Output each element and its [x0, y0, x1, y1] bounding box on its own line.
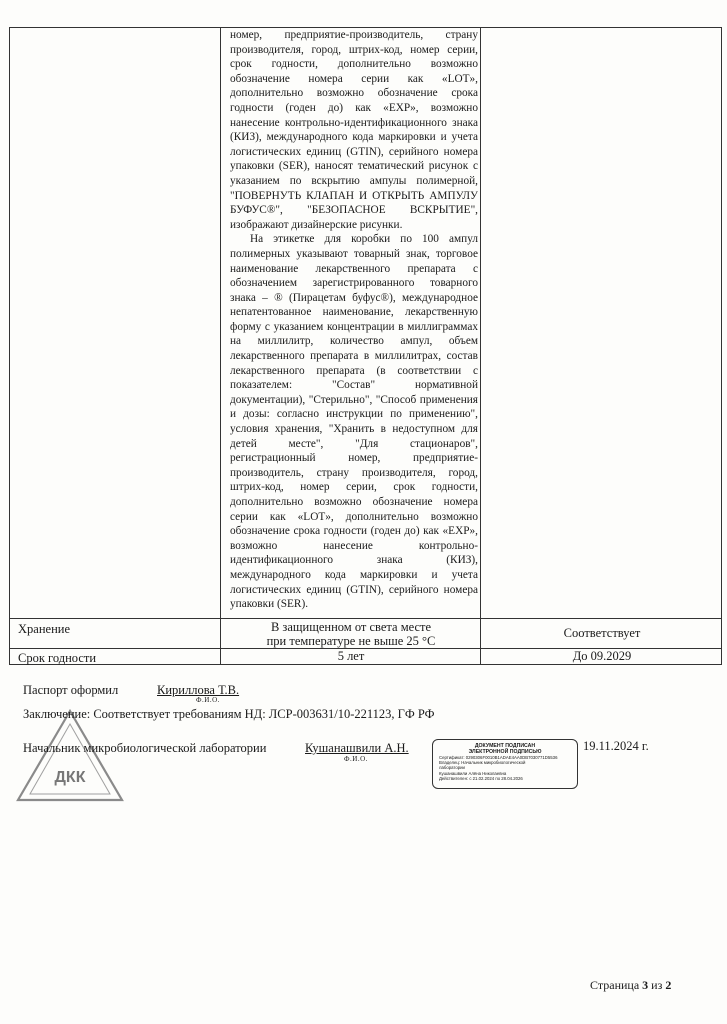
page-of: из: [651, 978, 663, 992]
signature-owner: Владелец: Начальник микробиологической: [439, 760, 526, 766]
shelf-life-norm: 5 лет: [337, 649, 365, 663]
conclusion: Заключение: Соответствует требованиям НД: ЛСР-003631/10-221123, ГФ РФ: [23, 707, 435, 721]
signature-title: ЭЛЕКТРОННОЙ ПОДПИСЬЮ: [468, 749, 542, 755]
signature-title: ДОКУМЕНТ ПОДПИСАН: [474, 743, 536, 749]
signature-cert: Сертификат: 0290306F0010B1ADAE4AA0DB7030771D5536: [439, 755, 558, 760]
labeling-description: [230, 28, 478, 612]
column-divider: [220, 28, 221, 664]
page-total: 2: [665, 978, 672, 992]
page-label: Страница: [590, 978, 640, 992]
page-current: 3: [642, 978, 649, 992]
storage-norm-line: В защищенном от света месте: [270, 620, 432, 634]
row-divider: [10, 618, 721, 619]
shelf-life-param: Срок годности: [18, 651, 97, 665]
shelf-life-result: До 09.2029: [572, 649, 632, 663]
storage-result: Соответствует: [563, 626, 641, 640]
head-label: Начальник микробиологической лаборатории: [23, 741, 267, 755]
electronic-signature-stamp: [432, 739, 578, 789]
signature-valid: Действителен: с 21.02.2024 по 28.04.2026: [439, 775, 523, 781]
storage-norm: [222, 620, 480, 648]
storage-param: Хранение: [18, 622, 70, 636]
description-paragraph: номер, предприятие-производитель, страну производителя, город, штрих-код, номер серии, срок годности, дополнительно возможно обозначение номера серии как «LOT», дополнительно возможно обозначение срока годности (годен до) как «EXP», возможно нанесение контрольно-идентификационного знака (КИЗ), международного кода маркировки и учета логистических единиц (GTIN), серийного номера упаковки (SER), наносят тематический рисунок с указанием по вскрытию ампулы полимерной, "ПОВЕРНУТЬ КЛАПАН И ОТКРЫТЬ АМПУЛУ БУФУС®", "БЕЗОПАСНОЕ ВСКРЫТИЕ", изображают дизайнерские рисунки.: [230, 29, 478, 231]
dkk-stamp: [14, 708, 126, 804]
fio-label: Ф.И.О.: [344, 755, 368, 763]
signature-owner: лаборатории: [439, 765, 465, 771]
passport-name: Кириллова Т.В.: [157, 683, 240, 697]
column-divider: [480, 28, 481, 664]
description-paragraph: На этикетке для коробки по 100 ампул полимерных указывают товарный знак, торговое наименование лекарственного препарата с обозначением зарегистрированного товарного знака – ® (Пирацетам буфус®), международное непатентованное наименование, лекарственную форму с указанием концентрации в миллиграммах на миллилитр, количество ампул, объем лекарственного препарата в миллилитрах, состав лекарственного препарата (в соответствии с показателем: "Состав" нормативной документации), "Стерильно", "Способ применения и дозы: согласно инструкции по применению", условия хранения, "Хранить в недоступном для детей месте", "Для стационаров", регистрационный номер, предприятие-производитель, страну производителя, город, штрих-код, номер серии, срок годности, дополнительно возможно обозначение номера серии как «LOT», дополнительно возможно обозначение срока годности (годен до) как «EXP», возможно нанесение контрольно-идентификационного знака (КИЗ), международного кода маркировки и учета логистических единиц (GTIN), серийного номера упаковки (SER).: [230, 233, 478, 611]
report-date: 19.11.2024 г.: [583, 739, 649, 753]
stamp-text: ДКК: [54, 769, 86, 786]
quality-table: [9, 27, 722, 665]
head-name: Кушанашвили А.Н.: [305, 741, 409, 755]
storage-norm-line: при температуре не выше 25 °С: [266, 634, 436, 648]
signature-person: Кушанашвили Алёна Николаевна: [439, 770, 507, 776]
page-number: [590, 978, 671, 993]
fio-label: Ф.И.О.: [196, 696, 220, 704]
passport-label: Паспорт оформил: [23, 683, 119, 697]
